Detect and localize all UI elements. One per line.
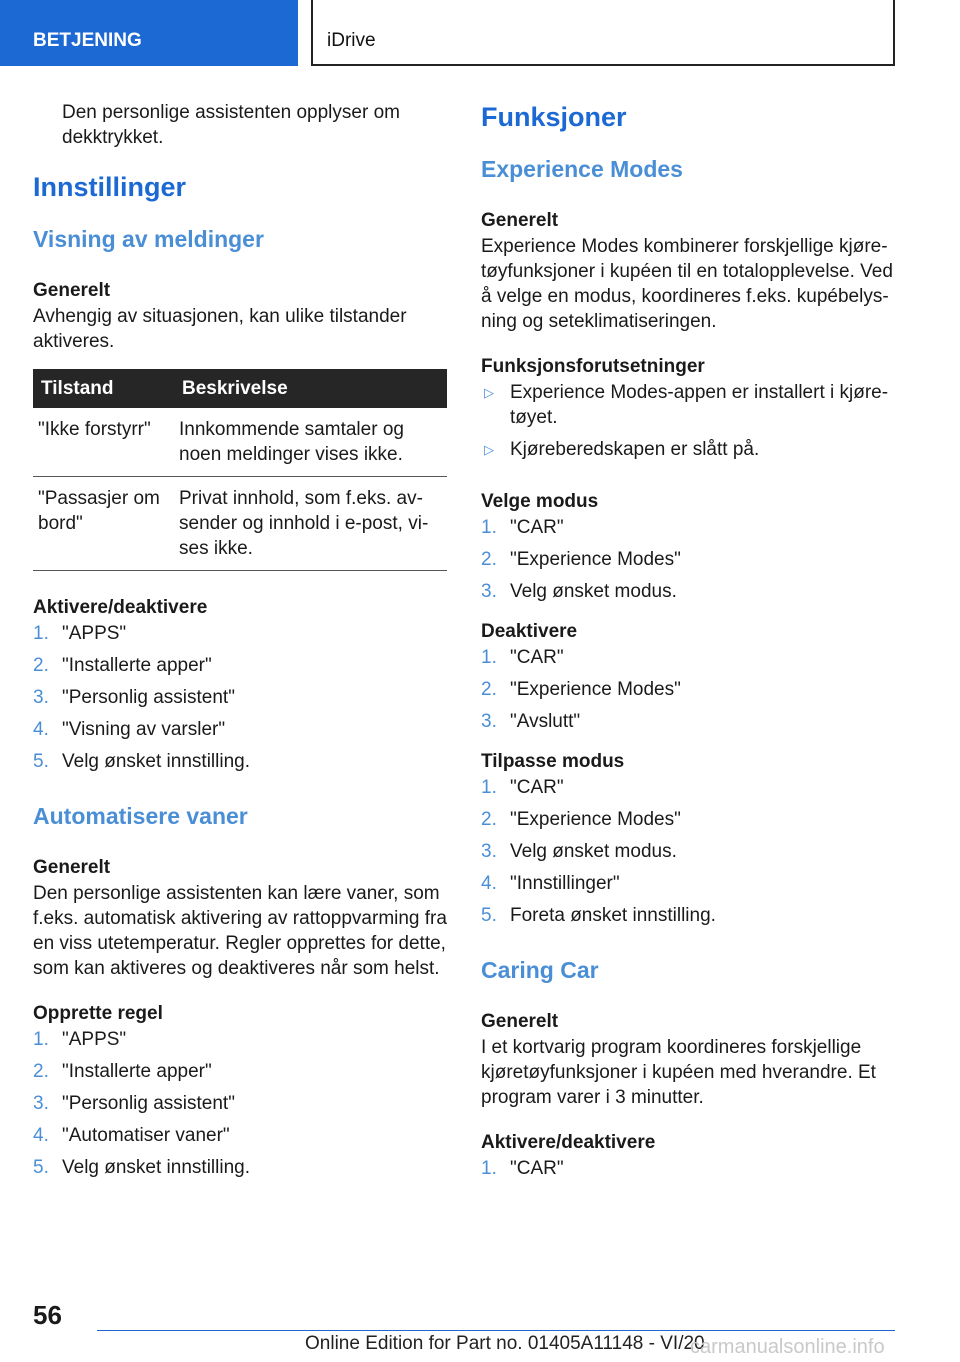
table-cell: "Ikke forstyrr" bbox=[33, 408, 174, 477]
table-row bbox=[33, 477, 447, 571]
visning-aktivere-label: Aktivere/deaktivere bbox=[33, 597, 208, 618]
list-item: 2. "Experience Modes" bbox=[481, 809, 681, 830]
caring-aktivere-label: Aktivere/deaktivere bbox=[481, 1132, 656, 1153]
opprette-label: Opprette regel bbox=[33, 1003, 163, 1024]
tilpasse-label: Tilpasse modus bbox=[481, 751, 625, 772]
experience-generelt-label: Generelt bbox=[481, 210, 559, 231]
list-item: 4. "Visning av varsler" bbox=[33, 719, 226, 740]
section-tab: BETJENING bbox=[0, 0, 298, 66]
funksjoner-heading: Funksjoner bbox=[481, 102, 627, 132]
right-column bbox=[481, 100, 894, 1188]
chapter-tab: iDrive bbox=[311, 0, 895, 66]
velge-label: Velge modus bbox=[481, 491, 599, 512]
table-cell: Innkommende samtaler og noen meldinger vises ikke. bbox=[174, 408, 447, 477]
list-item: 5. Foreta ønsket innstilling. bbox=[481, 905, 716, 926]
list-item: 3. Velg ønsket modus. bbox=[481, 581, 677, 602]
deaktivere-label: Deaktivere bbox=[481, 621, 578, 642]
list-item: 1. "CAR" bbox=[481, 647, 564, 668]
list-item: 1. "APPS" bbox=[33, 1029, 127, 1050]
triangle-bullet-icon: ▷ bbox=[484, 442, 494, 457]
list-item: 2. "Experience Modes" bbox=[481, 679, 681, 700]
visning-generelt-text: Avhengig av situasjonen, kan ulike tilstander aktiveres. bbox=[33, 306, 407, 352]
opprette-steps bbox=[33, 1027, 447, 1180]
left-column bbox=[33, 100, 447, 1187]
table-cell: Privat innhold, som f.eks. avsender og innhold i e-post, vises ikke. bbox=[174, 477, 447, 571]
list-item: 3. "Personlig assistent" bbox=[33, 1093, 235, 1114]
list-item: 5. Velg ønsket innstilling. bbox=[33, 1157, 250, 1178]
list-item: 3. "Personlig assistent" bbox=[33, 687, 235, 708]
triangle-bullet-icon: ▷ bbox=[484, 385, 494, 400]
tilstand-table bbox=[33, 369, 447, 571]
list-item: 1. "CAR" bbox=[481, 1158, 564, 1179]
caring-generelt-text: I et kortvarig program koordineres forskjellige kjøretøyfunksjoner i kupéen med hverandre. Et program varer i 3 minutter. bbox=[481, 1037, 876, 1108]
footer-edition: Online Edition for Part no. 01405A11148 - VI/20 bbox=[305, 1333, 705, 1354]
experience-heading: Experience Modes bbox=[481, 156, 683, 182]
list-item: 3. "Avslutt" bbox=[481, 711, 581, 732]
list-item: 4. "Automatiser vaner" bbox=[33, 1125, 230, 1146]
list-item: 1. "APPS" bbox=[33, 623, 127, 644]
visning-heading: Visning av meldinger bbox=[33, 226, 264, 252]
table-header-tilstand: Tilstand bbox=[33, 369, 174, 408]
list-item: 4. "Innstillinger" bbox=[481, 873, 620, 894]
list-item: 2. "Installerte apper" bbox=[33, 1061, 212, 1082]
tilpasse-steps bbox=[481, 775, 894, 928]
list-item: 2. "Installerte apper" bbox=[33, 655, 212, 676]
list-item: 1. "CAR" bbox=[481, 777, 564, 798]
caring-heading: Caring Car bbox=[481, 957, 599, 983]
watermark-text: carmanualsonline.info bbox=[690, 1336, 885, 1358]
automatisere-heading: Automatisere vaner bbox=[33, 803, 248, 829]
list-item: 3. Velg ønsket modus. bbox=[481, 841, 677, 862]
automatisere-generelt-text: Den personlige assistenten kan lære vaner, som f.eks. automatisk aktivering av rattoppvarming fra en viss utetemperatur. Regler opprettes for dette, som kan aktiveres og deaktiveres når som helst. bbox=[33, 883, 447, 979]
list-item: 1. "CAR" bbox=[481, 517, 564, 538]
innstillinger-heading: Innstillinger bbox=[33, 172, 187, 202]
experience-generelt-text: Experience Modes kombinerer forskjellige kjøretøyfunksjoner i kupéen til en totalopplevelse. Ved å velge en modus, koordineres f.eks. kupébelysning og seteklimatiseringen. bbox=[481, 236, 893, 332]
intro-text: Den personlige assistenten opplyser om dekktrykket. bbox=[62, 102, 400, 148]
caring-aktivere-steps bbox=[481, 1156, 894, 1181]
visning-aktivere-steps bbox=[33, 621, 447, 774]
page-number: 56 bbox=[33, 1300, 62, 1330]
list-item: ▷ Experience Modes-appen er installert i kjøretøyet. bbox=[484, 382, 889, 428]
automatisere-generelt-label: Generelt bbox=[33, 857, 111, 878]
footer-divider bbox=[97, 1330, 895, 1331]
table-row bbox=[33, 408, 447, 477]
list-item: ▷ Kjøreberedskapen er slått på. bbox=[484, 439, 760, 460]
list-item: 5. Velg ønsket innstilling. bbox=[33, 751, 250, 772]
list-item: 2. "Experience Modes" bbox=[481, 549, 681, 570]
forutsetninger-list bbox=[481, 380, 894, 462]
page-header bbox=[0, 0, 960, 66]
deaktivere-steps bbox=[481, 645, 894, 734]
visning-generelt-label: Generelt bbox=[33, 280, 111, 301]
forutsetninger-label: Funksjonsforutsetninger bbox=[481, 356, 705, 377]
table-header-beskrivelse: Beskrivelse bbox=[174, 369, 447, 408]
velge-steps bbox=[481, 515, 894, 604]
caring-generelt-label: Generelt bbox=[481, 1011, 559, 1032]
table-cell: "Passasjer om bord" bbox=[33, 477, 174, 571]
